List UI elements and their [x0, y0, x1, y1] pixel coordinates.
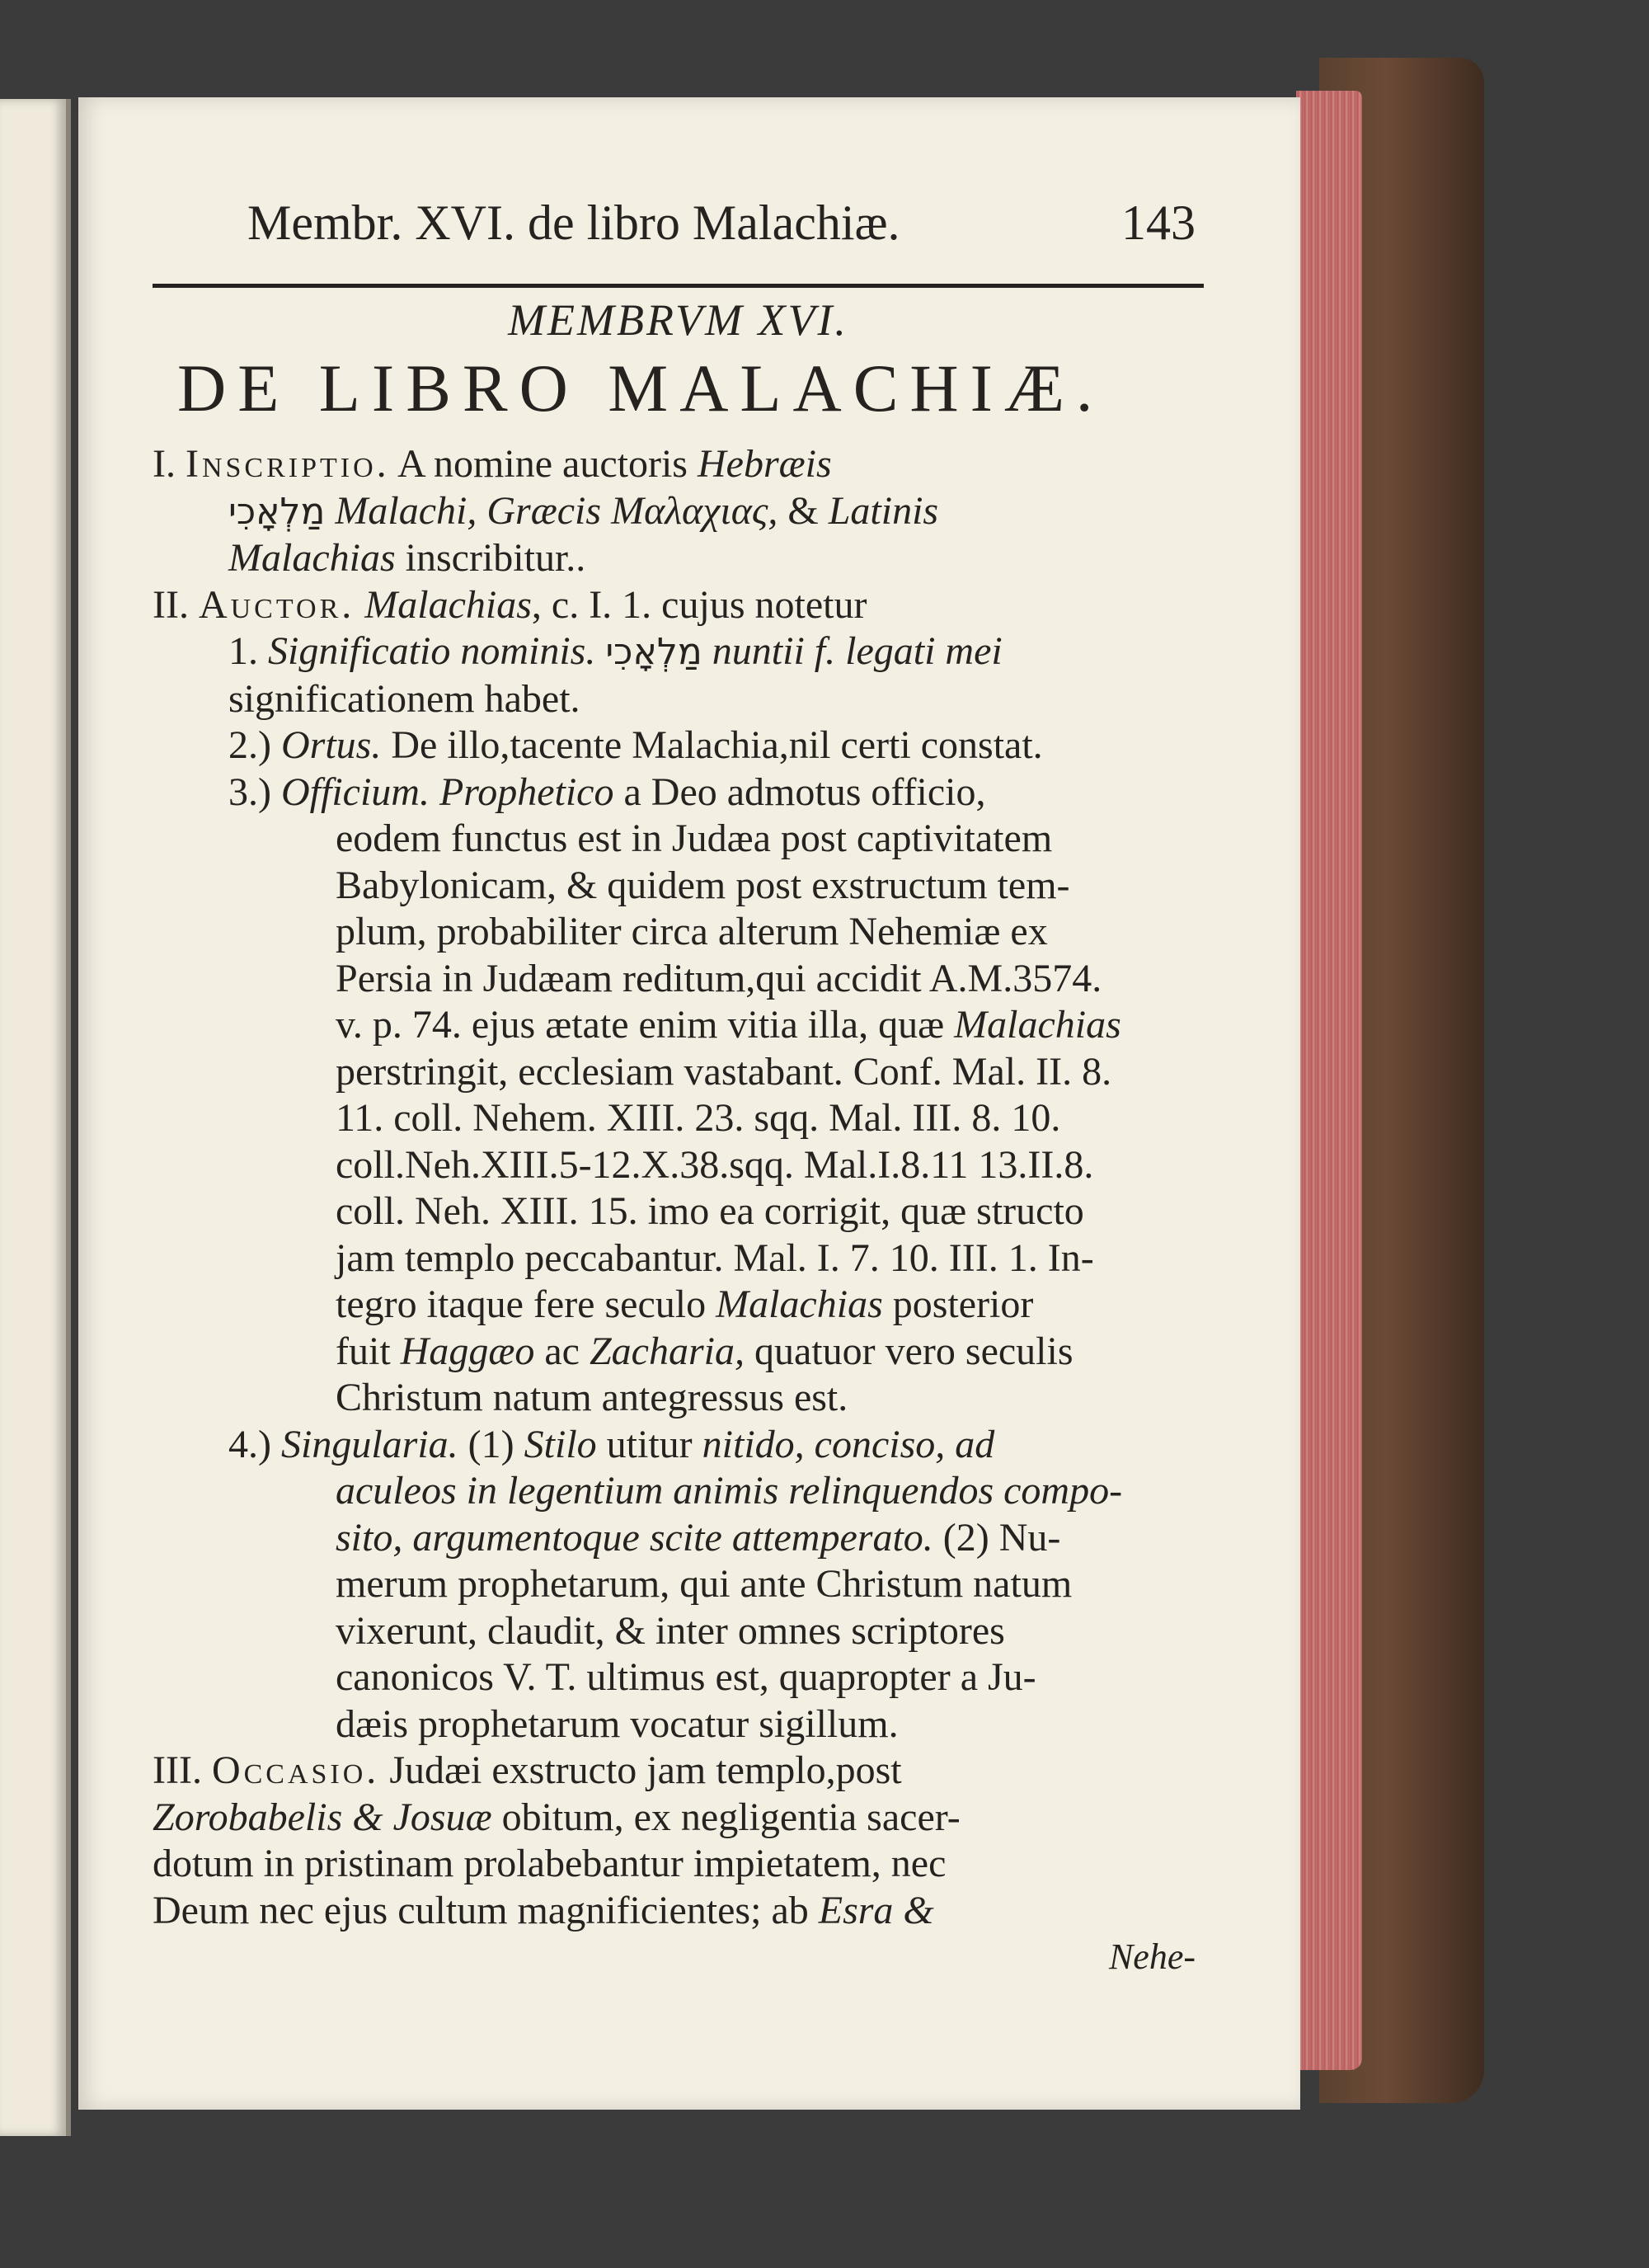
- inscriptio-line-3: Malachias inscribitur..: [228, 536, 586, 580]
- occasio-line-4: Deum nec ejus cultum magnificientes; ab Esra &: [153, 1888, 934, 1932]
- text-line: v. p. 74. ejus ætate enim vitia illa, quæ Malachias: [336, 1003, 1121, 1047]
- membrum-heading: MEMBRVM XVI.: [508, 295, 848, 345]
- auctor-point-2: 2.) Ortus. De illo,tacente Malachia,nil certi constat.: [228, 723, 1043, 767]
- running-head: [153, 195, 1204, 269]
- text-line: jam templo peccabantur. Mal. I. 7. 10. III. 1. In-: [336, 1235, 1094, 1280]
- occasio-line-3: dotum in pristinam prolabebantur impietatem, nec: [153, 1842, 947, 1885]
- occasio-line-1: III. Occasio. Judæi exstructo jam templo,post: [153, 1748, 902, 1792]
- auctor-line-1: II. Auctor. Malachias, c. I. 1. cujus notetur: [153, 582, 867, 627]
- book-page: [78, 97, 1300, 2110]
- section-label-inscriptio: Inscriptio.: [185, 442, 390, 486]
- text-line: Persia in Judæam reditum,qui accidit A.M.3574.: [336, 956, 1102, 1000]
- page-number: 143: [1121, 195, 1196, 250]
- text-line: fuit Haggæo ac Zacharia, quatuor vero seculis: [336, 1329, 1073, 1373]
- hebrew-word: מַלְאָכִי: [228, 490, 326, 533]
- text-line: aculeos in legentium animis relinquendos compo-: [336, 1469, 1123, 1513]
- text-line: canonicos V. T. ultimus est, quapropter a Ju-: [336, 1655, 1036, 1699]
- auctor-point-3: 3.) Officium. Prophetico a Deo admotus officio,: [228, 769, 986, 814]
- auctor-point-4: 4.) Singularia. (1) Stilo utitur nitido, conciso, ad: [228, 1422, 995, 1466]
- text-line: perstringit, ecclesiam vastabant. Conf. Mal. II. 8.: [336, 1049, 1112, 1094]
- inscriptio-line-1: I. Inscriptio. A nomine auctoris Hebræis: [153, 442, 832, 486]
- text-line: merum prophetarum, qui ante Christum natum: [336, 1562, 1073, 1606]
- text-line: sito, argumentoque scite attemperato. (2) Nu-: [336, 1515, 1061, 1560]
- text-line: 11. coll. Nehem. XIII. 23. sqq. Mal. III. 8. 10.: [336, 1096, 1061, 1140]
- greek-word: Μαλαχιας,: [611, 488, 778, 533]
- facing-page-edge: [0, 99, 71, 2136]
- text-line: dæis prophetarum vocatur sigillum.: [336, 1701, 899, 1746]
- auctor-point-1: 1. Significatio nominis. מַלְאָכִי nuntii f. legati mei: [228, 629, 1003, 673]
- hebrew-word: מַלְאָכִי: [605, 631, 702, 673]
- section-label-occasio: Occasio.: [211, 1748, 380, 1792]
- red-page-edges: [1296, 91, 1362, 2070]
- catchword: Nehe-: [1108, 1936, 1196, 1977]
- text-line: tegro itaque fere seculo Malachias posterior: [336, 1282, 1034, 1326]
- header-rule: [153, 284, 1204, 288]
- section-label-auctor: Auctor.: [198, 582, 355, 627]
- inscriptio-line-2: מַלְאָכִי Malachi, Græcis Μαλαχιας, & Latinis: [228, 488, 939, 533]
- book-title: DE LIBRO MALACHIÆ.: [177, 351, 1105, 426]
- page-content: [153, 195, 1204, 1980]
- occasio-line-2: Zorobabelis & Josuæ obitum, ex negligentia sacer-: [153, 1795, 961, 1839]
- text-line: coll.Neh.XIII.5-12.X.38.sqq. Mal.I.8.11 13.II.8.: [336, 1142, 1094, 1187]
- text-line: coll. Neh. XIII. 15. imo ea corrigit, quæ structo: [336, 1189, 1084, 1233]
- running-head-title: Membr. XVI. de libro Malachiæ.: [247, 195, 900, 250]
- text-line: plum, probabiliter circa alterum Nehemiæ ex: [336, 910, 1048, 953]
- text-line: Babylonicam, & quidem post exstructum tem-: [336, 863, 1070, 907]
- text-line: eodem functus est in Judæa post captivitatem: [336, 816, 1053, 860]
- auctor-point-1-cont: significationem habet.: [228, 676, 580, 721]
- text-line: Christum natum antegressus est.: [336, 1376, 848, 1419]
- text-line: vixerunt, claudit, & inter omnes scriptores: [336, 1608, 1005, 1653]
